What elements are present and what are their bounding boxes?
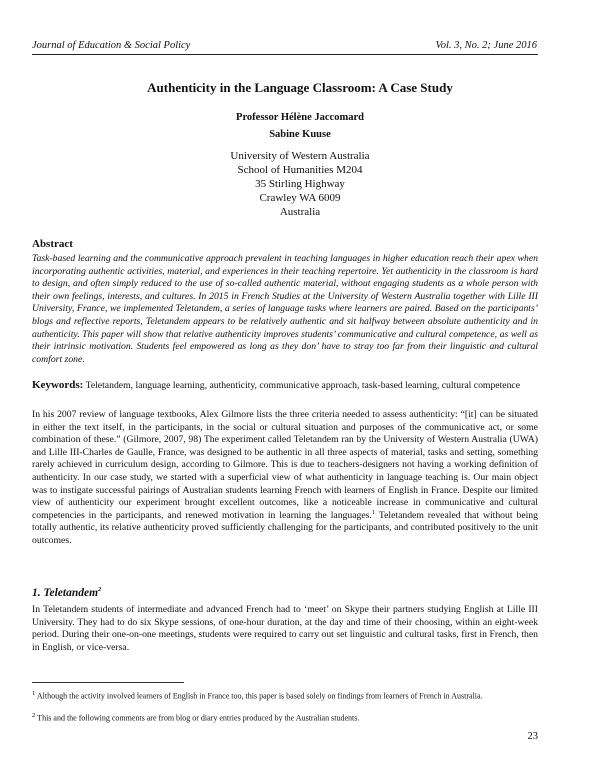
footnote <box>32 689 538 702</box>
footnote-ref[interactable]: 1 <box>371 508 376 516</box>
intro-text: In his 2007 review of language textbooks, Alex Gilmore lists the three criteria needed to assess authenticity: “[it] can be situated in either the text itself, in the participants, in the social or cultural situation and purposes of the communicative act, or some combination of these.” (Gilmore, 2007, 98) The experiment called Teletandem ran by the University of Western Australia (UWA) and Lille III-Charles de Gaulle, France, was designed to be authentic in all three aspects of material, tasks and setting, something rarely achieved in curriculum design, according to Gilmore. This is due to teachers-designers not having a working definition of authenticity. In our case study, we started with a superficial view of what authenticity in language teaching is. Our main object was to instigate successful pairings of Australian students learning French with learners of English in France. Despite our limited view of authenticity our experiment brought excellent outcomes, like a noticeable increase in communicative and cultural competencies in the participants, and renewed motivation in learning the languages. <box>32 409 538 521</box>
footnote-ref[interactable]: 2 <box>98 586 102 594</box>
footnote-mark: 2 <box>32 712 36 719</box>
page-number: 23 <box>527 731 538 742</box>
header-divider <box>32 54 538 55</box>
section-heading <box>32 587 101 599</box>
affiliation-line: 35 Stirling Highway <box>255 178 345 190</box>
affiliation-line: School of Humanities M204 <box>237 164 363 176</box>
footnote-text: This and the following comments are from blog or diary entries produced by the Australian students. <box>35 713 360 723</box>
intro-paragraph <box>32 409 538 548</box>
footnote-text: Although the activity involved learners of English in France too, this paper is based solely on findings from learners of French in Australia. <box>35 691 483 701</box>
section-paragraph: In Teletandem students of intermediate and advanced French had to ‘meet’ on Skype their partners studying English at Lille III University. They had to do six Skype sessions, of one-hour duration, at the day and time of their choosing, within an eight-week period. During their one-on-one meetings, students were required to carry out set linguistic and cultural tasks, first in French, then in English, or vice-versa. <box>32 604 538 653</box>
footnote <box>32 711 538 724</box>
author-name: Professor Hélène Jaccomard <box>236 112 364 123</box>
footnote-mark: 1 <box>32 690 36 697</box>
abstract-text: Task-based learning and the communicative approach prevalent in teaching languages in higher education reach their apex when incorporating authentic activities, material, and experiences in their teaching repertoire. Yet authenticity in the classroom is hard to design, and often simply reduced to the use of so-called authentic material, without engaging students as a whole person with their own feelings, interests, and cultures. In 2015 in French Studies at the University of Western Australia together with Lille III University, France, we implemented Teletandem, a series of language tasks where learners are paired. Based on the participants’ blogs and reflective reports, Teletandem appears to be relatively authentic and sit halfway between absolute authenticity and in authenticity. This paper will show that relative authenticity improves students’ communicative and cultural competence, as well as their intrinsic motivation. Students feel empowered as long as they don’ have to stray too far from their linguistic and cultural comfort zone. <box>32 253 538 365</box>
running-header-issue: Vol. 3, No. 2; June 2016 <box>435 40 537 51</box>
keywords-text: Teletandem, language learning, authenticity, communicative approach, task-based learning, cultural competence <box>85 380 521 391</box>
affiliation-line: Crawley WA 6009 <box>259 192 341 204</box>
affiliation-line: University of Western Australia <box>230 150 370 162</box>
running-header-journal: Journal of Education & Social Policy <box>32 40 191 51</box>
intro-text-continued: Teletandem revealed that without being totally authentic, its relative authenticity proved sufficiently challenging for the participants, and contributed positively to the unit outcomes. <box>32 509 538 546</box>
abstract-heading: Abstract <box>32 238 73 250</box>
article-title: Authenticity in the Language Classroom: A Case Study <box>147 80 453 95</box>
footnote-divider <box>32 682 184 683</box>
keywords <box>32 379 538 393</box>
affiliation-line: Australia <box>279 206 321 218</box>
author-name: Sabine Kuuse <box>269 129 331 140</box>
section-heading-text: 1. Teletandem <box>32 587 99 599</box>
keywords-label: Keywords: <box>32 379 84 391</box>
